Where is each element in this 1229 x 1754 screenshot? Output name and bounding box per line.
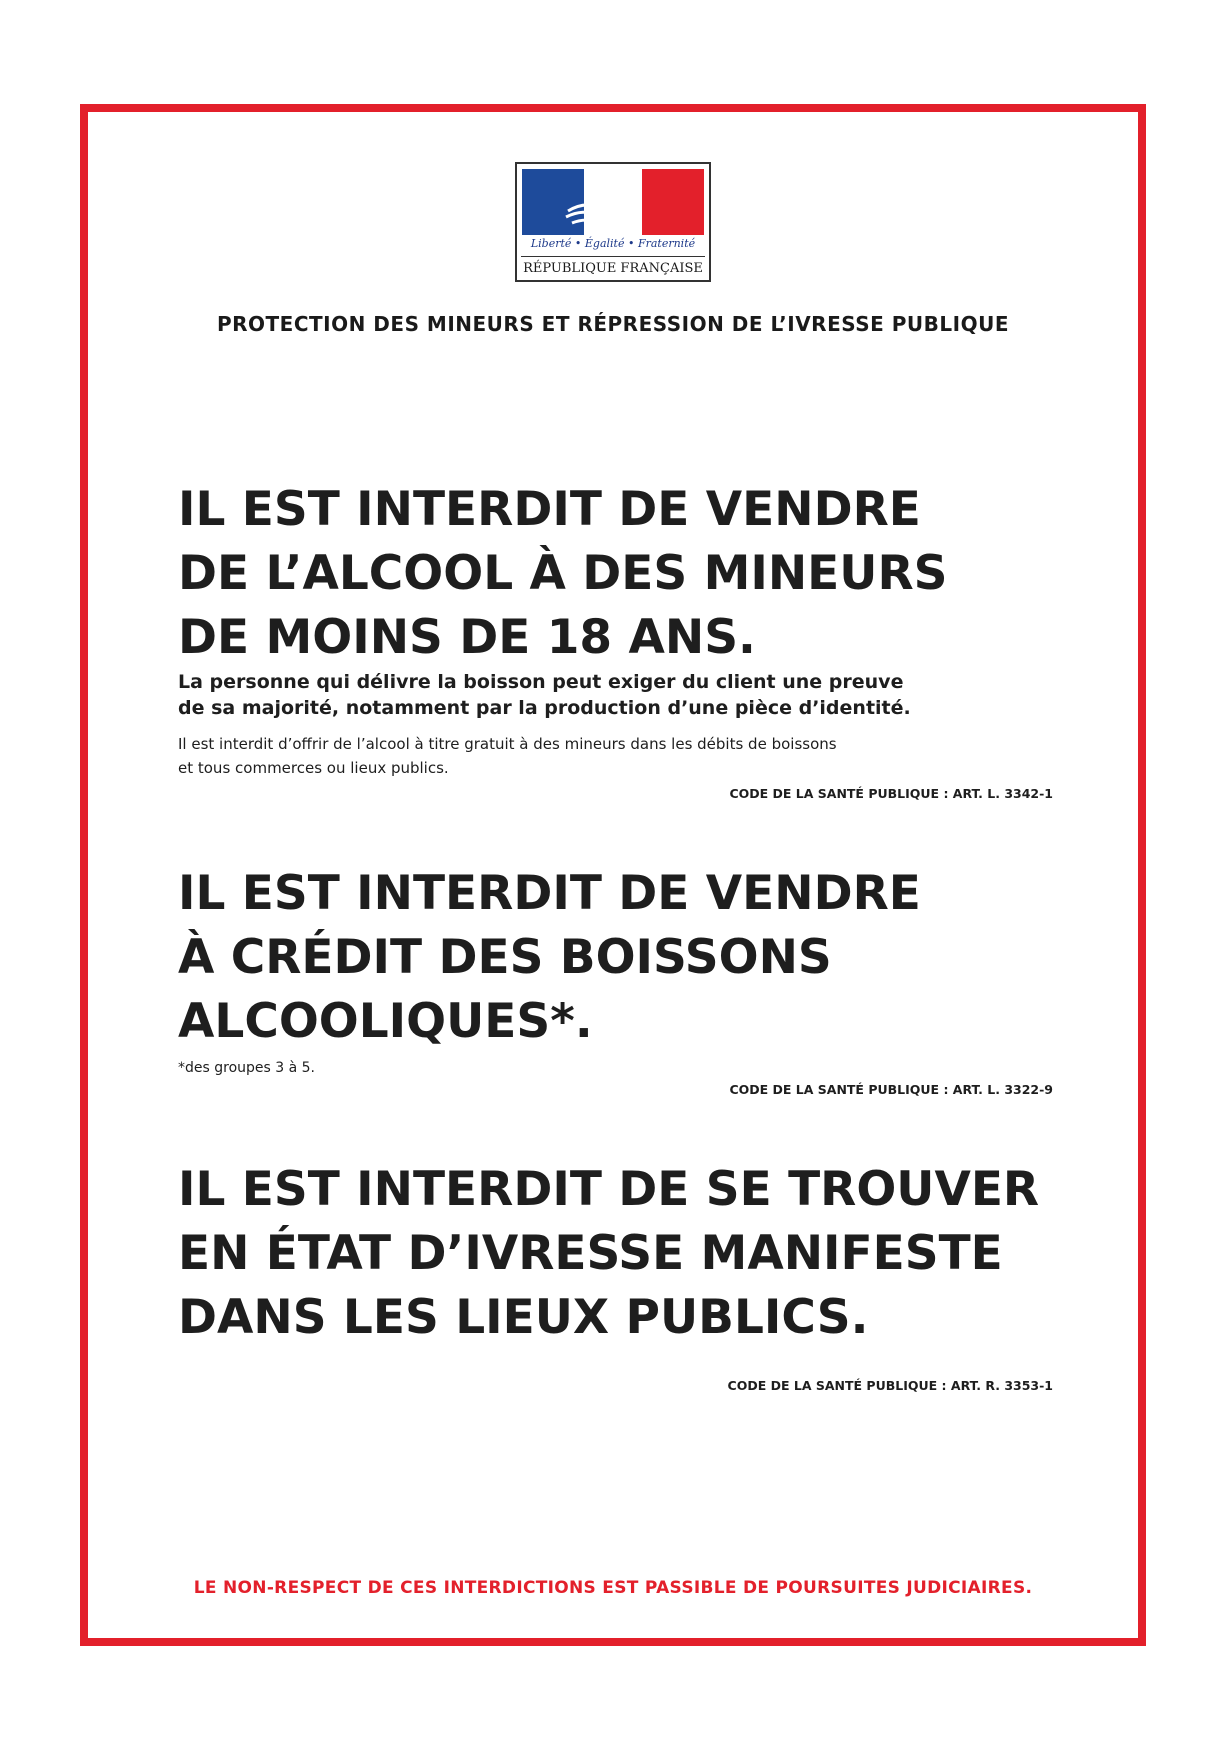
legal-warning-footer: LE NON-RESPECT DE CES INTERDICTIONS EST PASSIBLE DE POURSUITES JUDICIAIRES. [193, 1578, 1033, 1598]
section3-heading-line: IL EST INTERDIT DE SE TROUVER [178, 1162, 1040, 1217]
section1-detail [178, 732, 978, 780]
poster-subtitle: PROTECTION DES MINEURS ET RÉPRESSION DE L’IVRESSE PUBLIQUE [216, 312, 1010, 336]
section1-lead [178, 669, 978, 721]
section2-heading-line: ALCOOLIQUES*. [178, 994, 593, 1049]
section2-legal-reference: CODE DE LA SANTÉ PUBLIQUE : ART. L. 3322-9 [729, 1082, 1053, 1097]
section3-legal-reference: CODE DE LA SANTÉ PUBLIQUE : ART. R. 3353-1 [727, 1378, 1053, 1393]
section1-heading-line: DE L’ALCOOL À DES MINEURS [178, 546, 948, 601]
marianne-flag-icon [522, 169, 704, 235]
section1-heading-line: DE MOINS DE 18 ANS. [178, 610, 756, 665]
section1-heading-line: IL EST INTERDIT DE VENDRE [178, 482, 921, 537]
section2-heading-line: À CRÉDIT DES BOISSONS [178, 930, 832, 985]
section3-heading-line: DANS LES LIEUX PUBLICS. [178, 1290, 869, 1345]
section1-detail-line: Il est interdit d’offrir de l’alcool à titre gratuit à des mineurs dans les débits de boissons [178, 735, 837, 753]
marianne-logo [515, 162, 711, 282]
section3-heading-line: EN ÉTAT D’IVRESSE MANIFESTE [178, 1226, 1003, 1281]
section2-footnote: *des groupes 3 à 5. [178, 1060, 316, 1076]
section2-heading [178, 862, 1078, 1054]
section1-legal-reference: CODE DE LA SANTÉ PUBLIQUE : ART. L. 3342-1 [729, 786, 1053, 801]
section1-lead-line: La personne qui délivre la boisson peut exiger du client une preuve [178, 671, 904, 693]
motto-text: Liberté • Égalité • Fraternité [530, 237, 696, 250]
section1-detail-line: et tous commerces ou lieux publics. [178, 759, 449, 777]
republique-francaise-label: RÉPUBLIQUE FRANÇAISE [521, 256, 705, 276]
section2-heading-line: IL EST INTERDIT DE VENDRE [178, 866, 921, 921]
section3-heading [178, 1158, 1078, 1350]
section1-lead-line: de sa majorité, notamment par la production d’une pièce d’identité. [178, 697, 911, 719]
section1-heading [178, 478, 1078, 670]
